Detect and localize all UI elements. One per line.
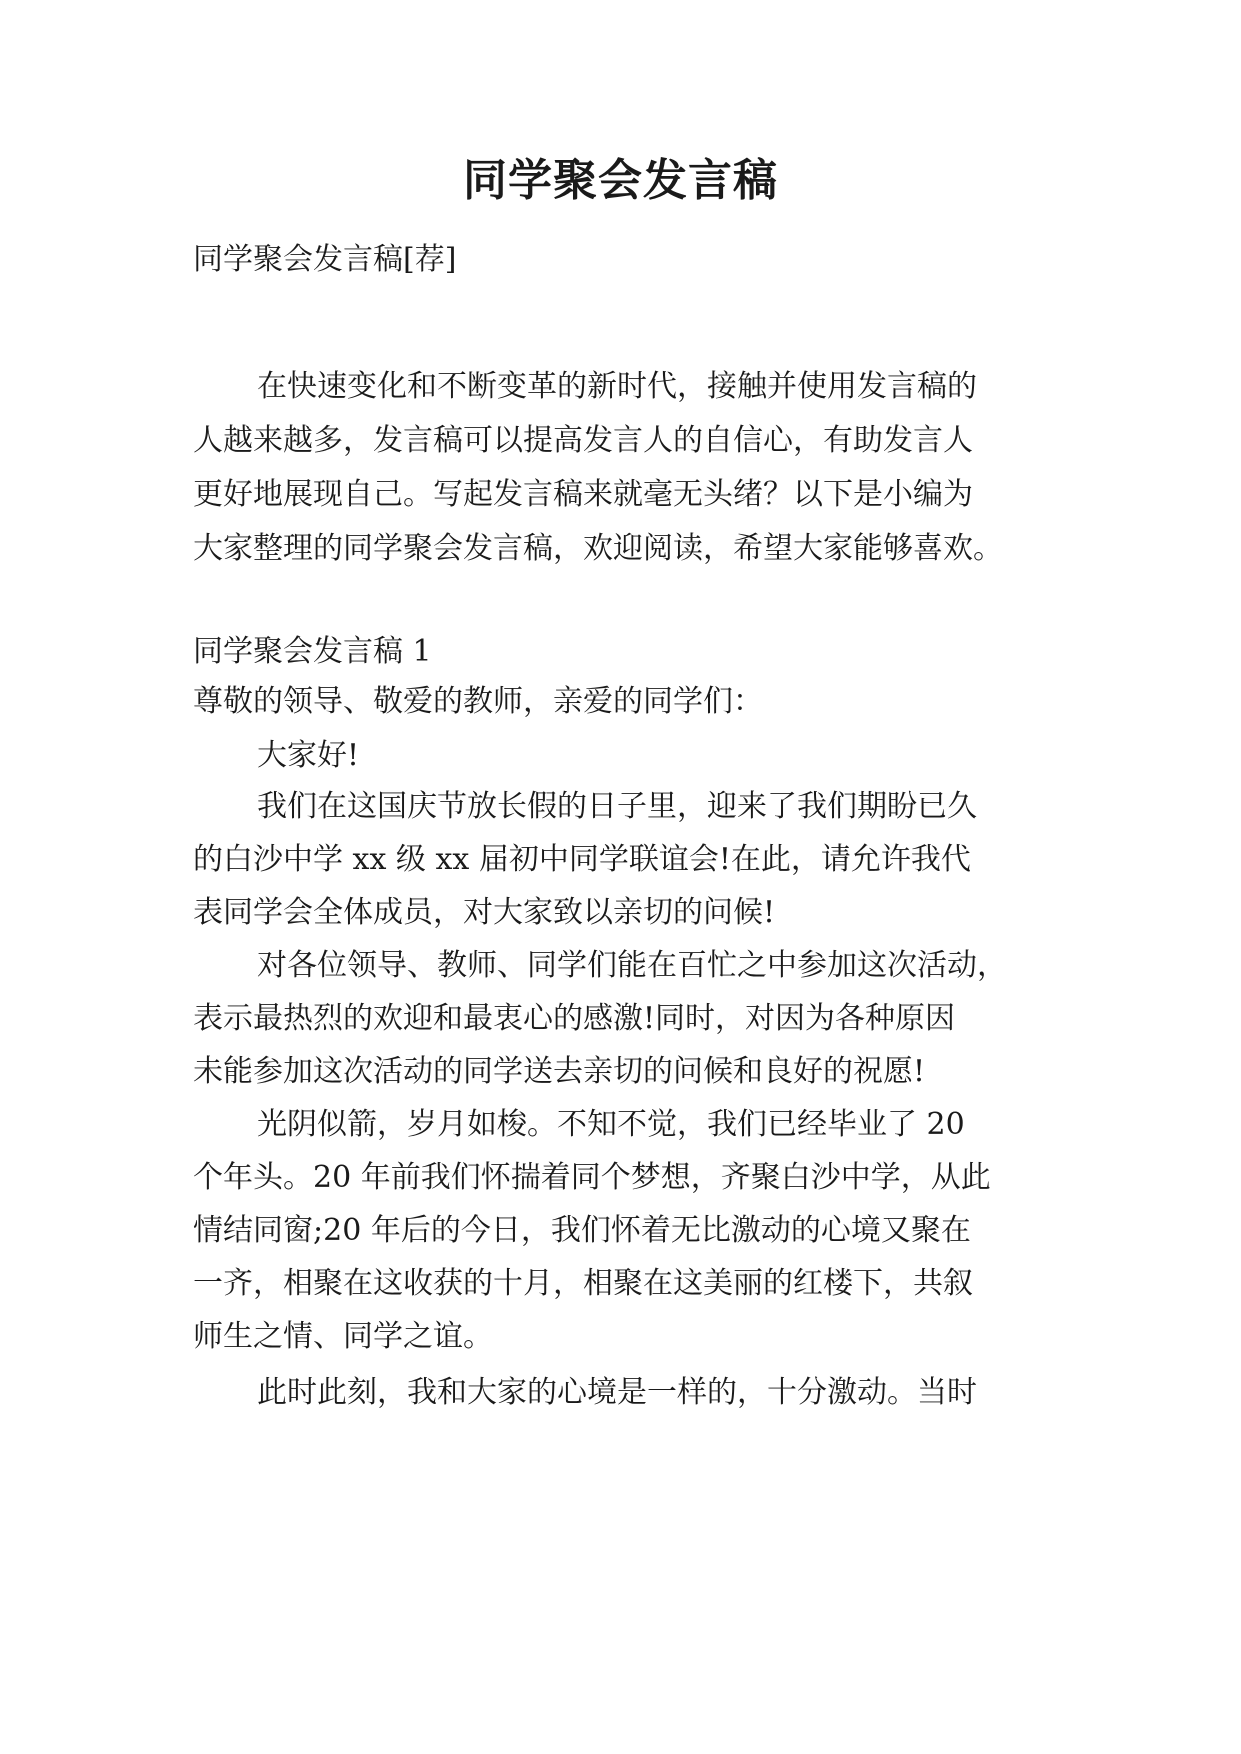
salutation: 尊敬的领导、敬爱的教师，亲爱的同学们： [193, 684, 763, 719]
body-line: 未能参加这次活动的同学送去亲切的问候和良好的祝愿! [193, 1054, 926, 1089]
intro-line: 在快速变化和不断变革的新时代，接触并使用发言稿的 [257, 369, 977, 404]
body-line: 的白沙中学 xx 级 xx 届初中同学联谊会!在此，请允许我代 [193, 842, 971, 877]
body-line: 师生之情、同学之谊。 [193, 1319, 493, 1354]
body-line: 表同学会全体成员，对大家致以亲切的问候! [193, 895, 776, 930]
body-line: 表示最热烈的欢迎和最衷心的感激!同时，对因为各种原因 [193, 1001, 956, 1036]
body-line: 一齐，相聚在这收获的十月，相聚在这美丽的红楼下，共叙 [193, 1266, 973, 1301]
document-title: 同学聚会发言稿 [463, 155, 778, 206]
section-heading: 同学聚会发言稿 1 [193, 634, 432, 669]
intro-line: 人越来越多，发言稿可以提高发言人的自信心，有助发言人 [193, 423, 973, 458]
document-subtitle: 同学聚会发言稿[荐] [193, 242, 457, 277]
body-line: 个年头。20 年前我们怀揣着同个梦想，齐聚白沙中学，从此 [193, 1160, 991, 1195]
intro-line: 大家整理的同学聚会发言稿，欢迎阅读，希望大家能够喜欢。 [193, 531, 1003, 566]
body-line: 情结同窗;20 年后的今日，我们怀着无比激动的心境又聚在 [193, 1213, 971, 1248]
body-line: 对各位领导、教师、同学们能在百忙之中参加这次活动， [257, 948, 1007, 983]
body-line: 我们在这国庆节放长假的日子里，迎来了我们期盼已久 [257, 789, 977, 824]
body-line: 光阴似箭，岁月如梭。不知不觉，我们已经毕业了 20 [257, 1107, 965, 1142]
body-line: 此时此刻，我和大家的心境是一样的，十分激动。当时 [257, 1375, 977, 1410]
intro-line: 更好地展现自己。写起发言稿来就毫无头绪？以下是小编为 [193, 477, 973, 512]
greeting: 大家好! [257, 738, 360, 773]
